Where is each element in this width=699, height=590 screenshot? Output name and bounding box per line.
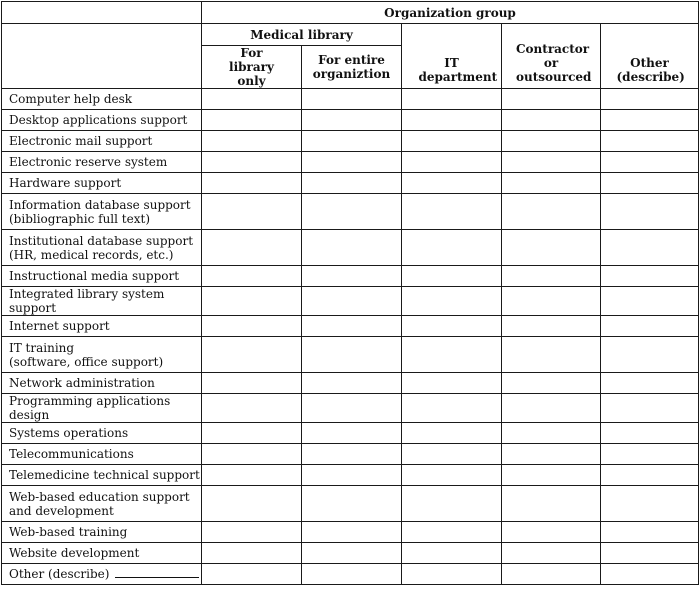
- cell-for-entire-organization[interactable]: [302, 543, 402, 564]
- cell-contractor[interactable]: [502, 230, 601, 266]
- table-row: [2, 287, 699, 316]
- cell-for-entire-organization[interactable]: [302, 287, 402, 316]
- cell-contractor[interactable]: [502, 522, 601, 543]
- contractor-label: Contractor or outsourced: [516, 42, 592, 84]
- cell-other[interactable]: [601, 316, 699, 337]
- cell-contractor[interactable]: [502, 131, 601, 152]
- row-label: [2, 89, 202, 110]
- cell-contractor[interactable]: [502, 287, 601, 316]
- cell-other[interactable]: [601, 287, 699, 316]
- it-department-label: IT department: [418, 56, 498, 84]
- cell-for-library-only[interactable]: [202, 230, 302, 266]
- cell-for-library-only[interactable]: [202, 337, 302, 373]
- row-label-line1: Telemedicine technical support: [9, 468, 200, 482]
- table-row: [2, 337, 699, 373]
- cell-for-library-only[interactable]: [202, 564, 302, 585]
- row-label: [2, 173, 202, 194]
- table-row: [2, 564, 699, 585]
- cell-other[interactable]: [601, 543, 699, 564]
- cell-for-entire-organization[interactable]: [302, 394, 402, 423]
- table-row: [2, 230, 699, 266]
- table-row: [2, 316, 699, 337]
- row-label: [2, 522, 202, 543]
- cell-for-entire-organization[interactable]: [302, 89, 402, 110]
- cell-it-department[interactable]: [402, 337, 502, 373]
- for-library-only-label: For library only: [229, 46, 274, 88]
- cell-for-library-only[interactable]: [202, 373, 302, 394]
- medical-library-header: Medical library: [202, 24, 402, 46]
- row-label-line2: (HR, medical records, etc.): [9, 247, 174, 262]
- cell-for-entire-organization[interactable]: [302, 373, 402, 394]
- table-row: [2, 110, 699, 131]
- table-row: [2, 173, 699, 194]
- cell-other[interactable]: [601, 373, 699, 394]
- row-label-line1: Instructional media support: [9, 269, 180, 283]
- row-label: [2, 110, 202, 131]
- table-row: [2, 522, 699, 543]
- cell-contractor[interactable]: [502, 423, 601, 444]
- cell-it-department[interactable]: [402, 486, 502, 522]
- row-label-line2: and development: [9, 503, 114, 518]
- cell-for-entire-organization[interactable]: [302, 131, 402, 152]
- cell-it-department[interactable]: [402, 152, 502, 173]
- cell-for-entire-organization[interactable]: [302, 486, 402, 522]
- for-library-only-header: [202, 46, 302, 89]
- cell-other[interactable]: [601, 564, 699, 585]
- cell-contractor[interactable]: [502, 337, 601, 373]
- cell-it-department[interactable]: [402, 465, 502, 486]
- cell-contractor[interactable]: [502, 173, 601, 194]
- table-row: [2, 373, 699, 394]
- row-label-line1: Other (describe): [9, 567, 110, 581]
- cell-for-library-only[interactable]: [202, 486, 302, 522]
- table-row: [2, 152, 699, 173]
- cell-other[interactable]: [601, 230, 699, 266]
- cell-other[interactable]: [601, 110, 699, 131]
- cell-other[interactable]: [601, 131, 699, 152]
- cell-contractor[interactable]: [502, 110, 601, 131]
- table-row: [2, 89, 699, 110]
- row-label-line1: Systems operations: [9, 426, 129, 440]
- cell-it-department[interactable]: [402, 394, 502, 423]
- row-label: [2, 266, 202, 287]
- row-label-line1: Network administration: [9, 376, 155, 390]
- table-row: [2, 444, 699, 465]
- table-row: [2, 266, 699, 287]
- row-label-line1: Electronic reserve system: [9, 155, 168, 169]
- row-label: [2, 194, 202, 230]
- cell-for-entire-organization[interactable]: [302, 423, 402, 444]
- row-label: [2, 152, 202, 173]
- cell-for-library-only[interactable]: [202, 266, 302, 287]
- cell-for-library-only[interactable]: [202, 110, 302, 131]
- other-header: [601, 24, 699, 89]
- row-label: [2, 337, 202, 373]
- cell-for-library-only[interactable]: [202, 543, 302, 564]
- row-label: [2, 287, 202, 316]
- cell-it-department[interactable]: [402, 230, 502, 266]
- cell-it-department[interactable]: [402, 564, 502, 585]
- cell-for-entire-organization[interactable]: [302, 194, 402, 230]
- cell-it-department[interactable]: [402, 131, 502, 152]
- row-label: [2, 394, 202, 423]
- row-label: [2, 230, 202, 266]
- cell-it-department[interactable]: [402, 543, 502, 564]
- row-label: [2, 373, 202, 394]
- cell-it-department[interactable]: [402, 287, 502, 316]
- cell-other[interactable]: [601, 89, 699, 110]
- cell-contractor[interactable]: [502, 543, 601, 564]
- cell-other[interactable]: [601, 486, 699, 522]
- cell-for-library-only[interactable]: [202, 173, 302, 194]
- cell-for-entire-organization[interactable]: [302, 230, 402, 266]
- cell-for-entire-organization[interactable]: [302, 564, 402, 585]
- cell-for-entire-organization[interactable]: [302, 444, 402, 465]
- row-label-line2: (bibliographic full text): [9, 211, 150, 226]
- cell-other[interactable]: [601, 444, 699, 465]
- header-corner-cell-2: [2, 24, 202, 89]
- cell-other[interactable]: [601, 266, 699, 287]
- table-row: [2, 394, 699, 423]
- cell-for-entire-organization[interactable]: [302, 266, 402, 287]
- cell-it-department[interactable]: [402, 110, 502, 131]
- row-label: [2, 423, 202, 444]
- row-label: [2, 564, 202, 585]
- cell-it-department[interactable]: [402, 316, 502, 337]
- row-label-line1: Programming applications design: [9, 394, 171, 422]
- row-label-line1: Website development: [9, 546, 140, 560]
- table-row: [2, 465, 699, 486]
- cell-it-department[interactable]: [402, 173, 502, 194]
- cell-for-library-only[interactable]: [202, 287, 302, 316]
- row-label: [2, 543, 202, 564]
- contractor-header: [502, 24, 601, 89]
- cell-it-department[interactable]: [402, 89, 502, 110]
- cell-contractor[interactable]: [502, 394, 601, 423]
- table-header: [2, 2, 699, 89]
- table-row: [2, 423, 699, 444]
- row-label-line1: Telecommunications: [9, 447, 134, 461]
- cell-for-library-only[interactable]: [202, 194, 302, 230]
- organization-group-header: Organization group: [202, 2, 699, 24]
- cell-other[interactable]: [601, 394, 699, 423]
- cell-contractor[interactable]: [502, 89, 601, 110]
- cell-other[interactable]: [601, 194, 699, 230]
- table-row: [2, 131, 699, 152]
- row-label: [2, 444, 202, 465]
- cell-it-department[interactable]: [402, 194, 502, 230]
- it-department-header: [402, 24, 502, 89]
- cell-other[interactable]: [601, 152, 699, 173]
- cell-other[interactable]: [601, 173, 699, 194]
- cell-for-entire-organization[interactable]: [302, 110, 402, 131]
- row-label-line1: Electronic mail support: [9, 134, 153, 148]
- row-label-line1: Web-based education support: [9, 489, 190, 504]
- cell-for-entire-organization[interactable]: [302, 173, 402, 194]
- cell-for-library-only[interactable]: [202, 131, 302, 152]
- for-entire-organization-header: [302, 46, 402, 89]
- cell-for-library-only[interactable]: [202, 522, 302, 543]
- row-label-line1: Hardware support: [9, 176, 122, 190]
- row-label: [2, 465, 202, 486]
- table-body: [2, 89, 699, 585]
- row-label-line1: Internet support: [9, 319, 110, 333]
- cell-contractor[interactable]: [502, 444, 601, 465]
- cell-contractor[interactable]: [502, 266, 601, 287]
- cell-contractor[interactable]: [502, 152, 601, 173]
- cell-for-entire-organization[interactable]: [302, 316, 402, 337]
- cell-it-department[interactable]: [402, 373, 502, 394]
- row-label-line1: Desktop applications support: [9, 113, 188, 127]
- cell-for-library-only[interactable]: [202, 465, 302, 486]
- cell-for-library-only[interactable]: [202, 152, 302, 173]
- cell-contractor[interactable]: [502, 316, 601, 337]
- cell-for-library-only[interactable]: [202, 423, 302, 444]
- table-row: [2, 486, 699, 522]
- table-row: [2, 194, 699, 230]
- other-label: Other (describe): [616, 56, 685, 84]
- cell-other[interactable]: [601, 465, 699, 486]
- cell-for-entire-organization[interactable]: [302, 337, 402, 373]
- cell-it-department[interactable]: [402, 444, 502, 465]
- row-label-line1: Integrated library system support: [9, 287, 165, 315]
- cell-it-department[interactable]: [402, 522, 502, 543]
- cell-it-department[interactable]: [402, 266, 502, 287]
- cell-contractor[interactable]: [502, 465, 601, 486]
- row-label: [2, 316, 202, 337]
- cell-other[interactable]: [601, 522, 699, 543]
- for-entire-organization-label: For entire organiztion: [312, 53, 391, 81]
- describe-fill-in-line[interactable]: [115, 577, 199, 578]
- cell-other[interactable]: [601, 337, 699, 373]
- cell-for-entire-organization[interactable]: [302, 465, 402, 486]
- row-label: [2, 486, 202, 522]
- cell-contractor[interactable]: [502, 486, 601, 522]
- cell-contractor[interactable]: [502, 194, 601, 230]
- row-label: [2, 131, 202, 152]
- cell-contractor[interactable]: [502, 564, 601, 585]
- cell-for-entire-organization[interactable]: [302, 522, 402, 543]
- cell-for-entire-organization[interactable]: [302, 152, 402, 173]
- cell-contractor[interactable]: [502, 373, 601, 394]
- cell-for-library-only[interactable]: [202, 444, 302, 465]
- cell-it-department[interactable]: [402, 423, 502, 444]
- table-row: [2, 543, 699, 564]
- row-label-line2: (software, office support): [9, 354, 164, 369]
- cell-other[interactable]: [601, 423, 699, 444]
- row-label-line1: Information database support: [9, 197, 191, 212]
- row-label-line1: Institutional database support: [9, 233, 194, 248]
- cell-for-library-only[interactable]: [202, 394, 302, 423]
- organization-support-matrix: [1, 1, 699, 585]
- row-label-line1: Computer help desk: [9, 92, 133, 106]
- cell-for-library-only[interactable]: [202, 316, 302, 337]
- header-corner-cell: [2, 2, 202, 24]
- cell-for-library-only[interactable]: [202, 89, 302, 110]
- row-label-line1: IT training: [9, 340, 75, 355]
- row-label-line1: Web-based training: [9, 525, 128, 539]
